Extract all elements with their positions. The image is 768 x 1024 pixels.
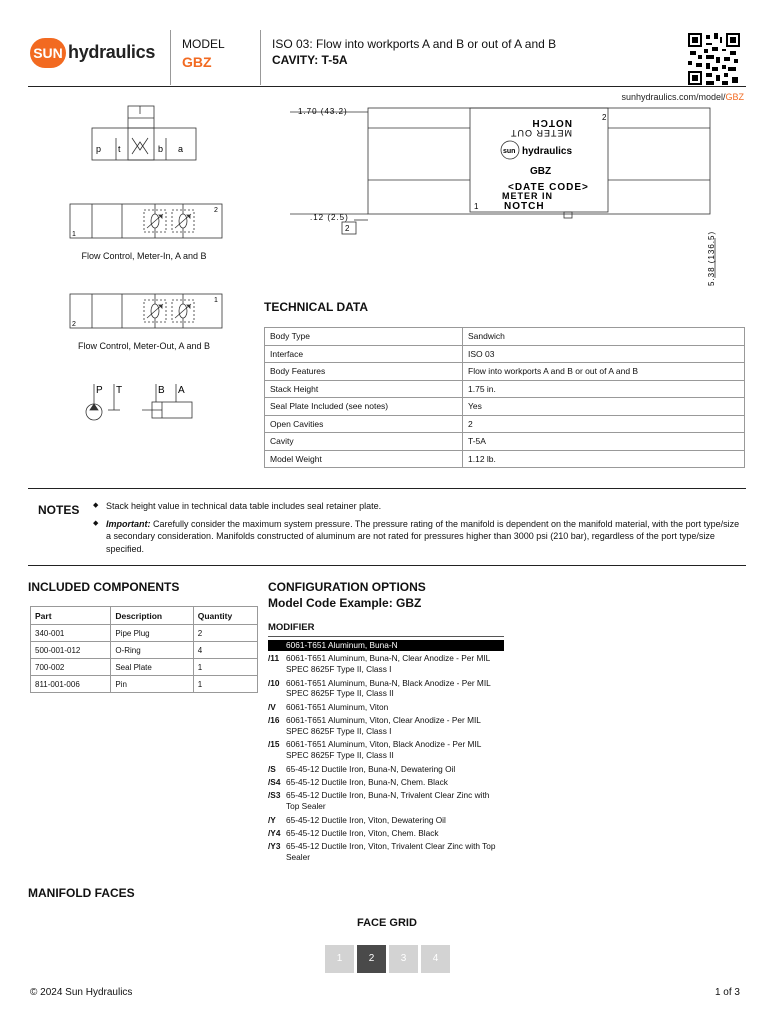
modifier-description: 6061-T651 Aluminum, Buna-N, Black Anodize - Per MIL SPEC 8625F Type II, Class II: [286, 677, 491, 699]
column-header: Quantity: [193, 607, 257, 625]
technical-data-heading: TECHNICAL DATA: [264, 300, 368, 314]
label-date-code: <DATE CODE>: [508, 182, 589, 193]
symbol-label-p: p: [96, 144, 102, 154]
table-cell: 500-001-012: [31, 642, 111, 659]
modifier-option[interactable]: [268, 653, 504, 675]
modifier-option[interactable]: [268, 764, 504, 775]
port-label: 1: [214, 297, 218, 304]
port-label-p: P: [96, 385, 103, 396]
modifier-description: 65-45-12 Ductile Iron, Viton, Dewatering Oil: [286, 814, 446, 825]
modifier-description: 6061-T651 Aluminum, Viton, Black Anodize - Per MIL SPEC 8625F Type II, Class II: [286, 739, 482, 761]
modifier-description: 6061-T651 Aluminum, Viton: [286, 701, 389, 712]
table-row: [265, 328, 745, 346]
modifier-option[interactable]: [268, 739, 504, 761]
table-row: [265, 450, 745, 468]
tech-value: 1.12 lb.: [463, 450, 745, 468]
modifier-description: 65-45-12 Ductile Iron, Viton, Trivalent Clear Zinc with Top Sealer: [286, 841, 496, 863]
label-port-1: 1: [474, 202, 479, 211]
tech-label: Stack Height: [265, 380, 463, 398]
modifier-description: 6061-T651 Aluminum, Buna-N: [286, 640, 398, 650]
modifier-code: /S4: [268, 776, 281, 787]
model-code-example: Model Code Example: GBZ: [268, 596, 422, 610]
modifier-option[interactable]: [268, 777, 504, 788]
table-cell: Pipe Plug: [111, 625, 193, 642]
modifier-option[interactable]: [268, 828, 504, 839]
dim-right: 5.38 (136.5): [707, 230, 716, 286]
logo-circle: SUN: [30, 38, 66, 68]
svg-text:sun: sun: [503, 148, 516, 155]
manifold-faces-heading: MANIFOLD FACES: [28, 886, 135, 900]
port-label: 2: [214, 207, 218, 214]
meter-out-caption: Flow Control, Meter-Out, A and B: [77, 341, 211, 351]
table-cell: 811-001-006: [31, 676, 111, 693]
modifier-description: 65-45-12 Ductile Iron, Buna-N, Dewatering Oil: [286, 763, 456, 774]
tech-label: Cavity: [265, 433, 463, 451]
dim-left: .12 (2.5): [310, 213, 349, 222]
table-cell: 340-001: [31, 625, 111, 642]
note-item: ◆ Stack height value in technical data table includes seal retainer plate.: [93, 500, 743, 513]
label-meter-out: METER OUT: [510, 128, 572, 138]
configuration-heading: CONFIGURATION OPTIONS: [268, 580, 426, 594]
notes-rule: [28, 488, 746, 489]
table-row: [265, 363, 745, 381]
modifier-code: /S: [268, 763, 276, 774]
modifier-code: /Y4: [268, 827, 281, 838]
tech-label: Open Cavities: [265, 415, 463, 433]
tech-label: Body Features: [265, 363, 463, 381]
table-cell: 1: [193, 676, 257, 693]
table-cell: 1: [193, 659, 257, 676]
included-components-heading: INCLUDED COMPONENTS: [28, 580, 180, 594]
tech-value: Yes: [463, 398, 745, 416]
dimension-drawing: [290, 98, 730, 288]
modifier-option[interactable]: [268, 640, 504, 651]
modifier-option[interactable]: [268, 841, 504, 863]
note-item: ◆ Important: Carefully consider the maximum system pressure. The pressure rating of the manifold is dependent on the manifold material, with the port type/size a secondary consideration. Manifolds constructed of aluminum are not rated for pressures higher than 3000 psi (210 bar), regardless of the port type/size specified.: [93, 518, 743, 556]
modifier-code: /Y3: [268, 841, 281, 852]
column-header: Part: [31, 607, 111, 625]
tech-value: 1.75 in.: [463, 380, 745, 398]
port-label: 1: [72, 231, 76, 238]
notes-list: [93, 500, 743, 560]
modifier-description: 6061-T651 Aluminum, Viton, Clear Anodize - Per MIL SPEC 8625F Type II, Class I: [286, 715, 481, 736]
model-code: GBZ: [182, 54, 212, 70]
modifier-code: /S3: [268, 790, 281, 801]
logo-wordmark: hydraulics: [68, 42, 156, 62]
model-label: MODEL: [182, 37, 225, 51]
header-divider: [170, 30, 171, 85]
dim-left-box: 2: [345, 224, 350, 233]
modifier-code: /V: [268, 701, 276, 712]
meter-out-circuit-diagram: [68, 290, 228, 334]
table-cell: 2: [193, 625, 257, 642]
model-cavity: CAVITY: T-5A: [272, 53, 348, 67]
dim-top: 1.70 (43.2): [298, 107, 348, 116]
modifier-code: [268, 640, 286, 651]
modifier-description: 65-45-12 Ductile Iron, Buna-N, Chem. Black: [286, 776, 448, 787]
tech-label: Model Weight: [265, 450, 463, 468]
modifier-option[interactable]: [268, 702, 504, 713]
label-notch-bottom: NOTCH: [504, 201, 545, 212]
model-url[interactable]: sunhydraulics.com/model/GBZ: [621, 92, 744, 102]
modifier-description: 6061-T651 Aluminum, Buna-N, Clear Anodize - Per MIL SPEC 8625F Type II, Class I: [286, 653, 490, 675]
body-symbol-diagram: [90, 100, 200, 170]
modifier-option[interactable]: [268, 815, 504, 826]
table-row: [31, 659, 258, 676]
symbol-label-t: t: [118, 144, 121, 154]
face-button-3[interactable]: 3: [389, 945, 418, 973]
technical-data-table: [264, 327, 745, 468]
label-notch-top: NOTCH: [531, 117, 572, 128]
tech-value: T-5A: [463, 433, 745, 451]
port-circuit-diagram: [80, 380, 200, 426]
modifier-option[interactable]: [268, 715, 504, 737]
header-divider: [260, 30, 261, 85]
face-button-2[interactable]: 2: [357, 945, 386, 973]
tech-value: Sandwich: [463, 328, 745, 346]
modifier-option[interactable]: [268, 678, 504, 700]
model-description: ISO 03: Flow into workports A and B or out of A and B: [272, 37, 557, 51]
table-row: [31, 625, 258, 642]
header-rule: [28, 86, 746, 87]
table-row: [265, 380, 745, 398]
notes-heading: NOTES: [38, 503, 80, 517]
table-cell: 4: [193, 642, 257, 659]
table-cell: Pin: [111, 676, 193, 693]
footer-copyright: © 2024 Sun Hydraulics: [30, 987, 133, 998]
table-row: [31, 642, 258, 659]
tech-label: Body Type: [265, 328, 463, 346]
tech-label: Interface: [265, 345, 463, 363]
table-row: [31, 676, 258, 693]
tech-value: ISO 03: [463, 345, 745, 363]
modifier-code: /Y: [268, 814, 276, 825]
column-header: Description: [111, 607, 193, 625]
modifier-code: /15: [268, 739, 280, 750]
label-port-2: 2: [602, 113, 607, 122]
port-label: 2: [72, 321, 76, 328]
port-label-a: A: [178, 385, 185, 396]
modifier-rule: [268, 636, 504, 637]
brand-logo: [30, 38, 165, 68]
label-model: GBZ: [530, 166, 552, 177]
footer-page-number: 1 of 3: [714, 987, 740, 998]
modifier-list: [268, 640, 504, 865]
tech-value: Flow into workports A and B or out of A and B: [463, 363, 745, 381]
symbol-label-a: a: [178, 144, 184, 154]
modifier-description: 65-45-12 Ductile Iron, Buna-N, Trivalent Clear Zinc with Top Sealer: [286, 790, 490, 812]
modifier-code: /16: [268, 715, 280, 726]
table-row: [265, 398, 745, 416]
modifier-heading: MODIFIER: [268, 622, 315, 633]
face-grid-heading: FACE GRID: [357, 917, 417, 929]
face-button-4[interactable]: 4: [421, 945, 450, 973]
table-cell: Seal Plate: [111, 659, 193, 676]
meter-in-caption: Flow Control, Meter-In, A and B: [81, 251, 207, 261]
table-cell: O-Ring: [111, 642, 193, 659]
port-label-b: B: [158, 385, 165, 396]
label-meter-in: METER IN: [502, 191, 554, 201]
port-label-t: T: [116, 385, 123, 396]
modifier-code: /10: [268, 677, 280, 688]
modifier-code: /11: [268, 653, 280, 664]
table-row: [265, 415, 745, 433]
table-row: [265, 433, 745, 451]
tech-value: 2: [463, 415, 745, 433]
meter-in-circuit-diagram: [68, 200, 228, 244]
symbol-label-b: b: [158, 144, 164, 154]
label-logo: hydraulics: [522, 146, 573, 157]
qr-code-icon[interactable]: [688, 33, 740, 85]
notes-rule: [28, 565, 746, 566]
table-cell: 700-002: [31, 659, 111, 676]
face-button-1[interactable]: 1: [325, 945, 354, 973]
tech-label: Seal Plate Included (see notes): [265, 398, 463, 416]
included-components-table: [30, 606, 258, 693]
modifier-option[interactable]: [268, 790, 504, 812]
table-row: [265, 345, 745, 363]
modifier-description: 65-45-12 Ductile Iron, Viton, Chem. Black: [286, 827, 439, 838]
